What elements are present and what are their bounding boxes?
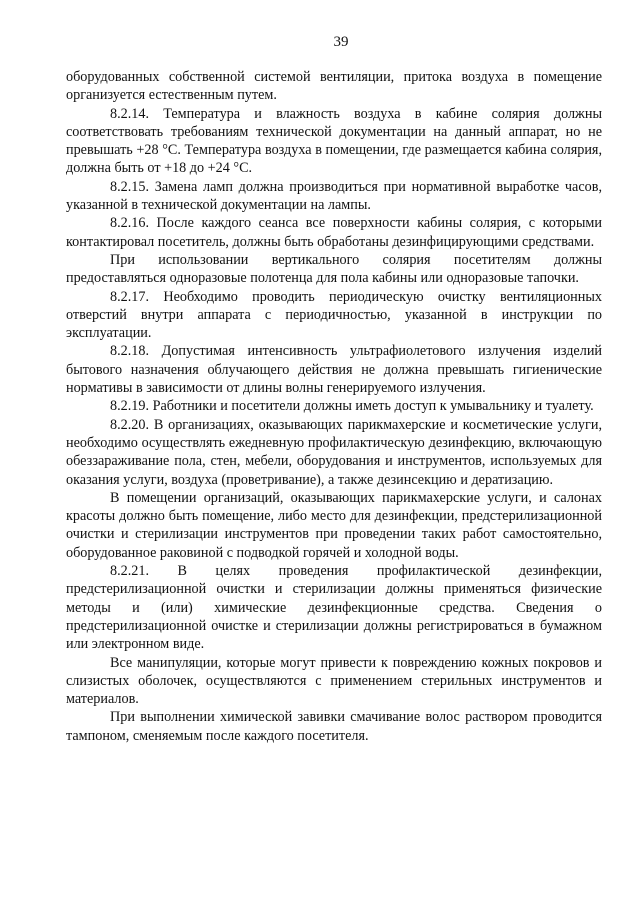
paragraph-8-2-14: 8.2.14. Температура и влажность воздуха в кабине солярия должны соответствовать требованиям технической документации на данный аппарат, но не превышать +28 °С. Температура воздуха в помещении, где размещается кабина солярия, должна быть от +18 до +24 °С. — [66, 105, 602, 177]
paragraph-8-2-16: 8.2.16. После каждого сеанса все поверхности кабины солярия, с которыми контактировал посетитель, должны быть обработаны дезинфицирующими средствами. — [66, 215, 602, 250]
paragraph-8-2-18: 8.2.18. Допустимая интенсивность ультрафиолетового излучения изделий бытового назначения облучающего действия не должна превышать гигиенические нормативы в зависимости от длины волны генерируемого излучения. — [66, 343, 602, 397]
paragraph-chemical-perm: При выполнении химической завивки смачивание волос раствором проводится тампоном, сменяемым после каждого посетителя. — [66, 709, 602, 744]
paragraph-8-2-17: 8.2.17. Необходимо проводить периодическую очистку вентиляционных отверстий внутри аппарата с периодичностью, указанной в инструкции по эксплуатации. — [66, 288, 602, 342]
paragraph-8-2-21: 8.2.21. В целях проведения профилактической дезинфекции, предстерилизационной очистки и стерилизации должны применяться физические методы и (или) химические дезинфекционные средства. Сведения о предстерилизационной очистке и стерилизации должны регистрироваться в бумажном или электронном виде. — [66, 563, 602, 653]
paragraph-continuation: оборудованных собственной системой вентиляции, притока воздуха в помещение организуется естественным путем. — [66, 69, 602, 104]
paragraph-vertical-solarium: При использовании вертикального солярия посетителям должны предоставляться одноразовые полотенца для пола кабины или одноразовые тапочки. — [66, 251, 602, 287]
paragraph-8-2-19: 8.2.19. Работники и посетители должны иметь доступ к умывальнику и туалету. — [110, 398, 594, 415]
document-body — [66, 68, 602, 745]
paragraph-disinfection-room: В помещении организаций, оказывающих парикмахерские услуги, и салонах красоты должно быть помещение, либо место для дезинфекции, предстерилизационной очистки и стерилизации инструментов при проведении таких работ самостоятельно, оборудованное раковиной с подводкой горячей и холодной воды. — [66, 489, 602, 561]
paragraph-8-2-15: 8.2.15. Замена ламп должна производиться при нормативной выработке часов, указанной в технической документации на лампы. — [66, 178, 602, 214]
page-number: 39 — [333, 34, 349, 50]
paragraph-sterile-instruments: Все манипуляции, которые могут привести к повреждению кожных покровов и слизистых оболочек, осуществляются с применением стерильных инструментов и материалов. — [66, 654, 602, 708]
paragraph-8-2-20: 8.2.20. В организациях, оказывающих парикмахерские и косметические услуги, необходимо осуществлять ежедневную профилактическую дезинфекцию, включающую обеззараживание пола, стен, мебели, оборудования и инструментов, используемых для оказания услуги, воздуха (проветривание), а также дезинсекцию и дератизацию. — [66, 416, 602, 488]
